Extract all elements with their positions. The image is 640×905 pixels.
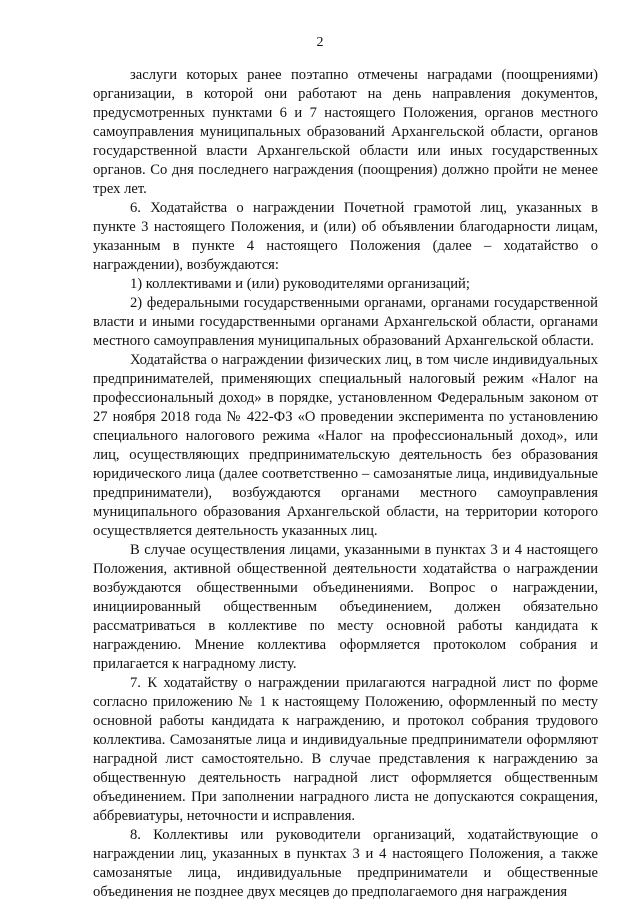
paragraph-subitem-2: 2) федеральными государственными органами, органами государственной власти и иными государственными органами Архангельской области, органами местного самоуправления муниципальных образований Архангельской области. (93, 295, 598, 349)
paragraph-item-7: 7. К ходатайству о награждении прилагаются наградной лист по форме согласно приложению № 1 к настоящему Положению, оформленный по месту основной работы кандидата к награждению, и протокол собрания трудового коллектива. Самозанятые лица и индивидуальные предприниматели оформляют наградной лист самостоятельно. В случае представления к награждению за общественную деятельность наградной лист оформляется общественным объединением. При заполнении наградного листа не допускаются сокращения, аббревиатуры, неточности и исправления. (93, 675, 598, 824)
paragraph-subitem-1: 1) коллективами и (или) руководителями организаций; (130, 276, 470, 292)
paragraph-public-associations: В случае осуществления лицами, указанными в пунктах 3 и 4 настоящего Положения, активной общественной деятельности ходатайства о награждении возбуждаются общественными объединениями. Вопрос о награждении, инициированный общественным объединением, должен обязательно рассматриваться в коллективе по месту основной работы кандидата к награждению. Мнение коллектива оформляется протоколом собрания и прилагается к наградному листу. (93, 542, 598, 672)
paragraph-item-8: 8. Коллективы или руководители организаций, ходатайствующие о награждении лиц, указанных в пунктах 3 и 4 настоящего Положения, а также самозанятые лица, индивидуальные предприниматели и общественные объединения не позднее двух месяцев до предполагаемого дня награждения (93, 827, 598, 900)
document-body (93, 66, 598, 902)
paragraph-continuation: заслуги которых ранее поэтапно отмечены наградами (поощрениями) организации, в которой они работают на день направления документов, предусмотренных пунктами 6 и 7 настоящего Положения, органов местного самоуправления муниципальных образований Архангельской области, органов государственной власти Архангельской области или иных государственных органов. Со дня последнего награждения (поощрения) должно пройти не менее трех лет. (93, 67, 598, 197)
paragraph-item-6: 6. Ходатайства о награждении Почетной грамотой лиц, указанных в пункте 3 настоящего Положения, и (или) об объявлении благодарности лицам, указанным в пункте 4 настоящего Положения (далее – ходатайство о награждении), возбуждаются: (93, 200, 598, 273)
paragraph-individuals: Ходатайства о награждении физических лиц, в том числе индивидуальных предпринимателей, применяющих специальный налоговый режим «Налог на профессиональный доход» в порядке, установленном Федеральным законом от 27 ноября 2018 года № 422-ФЗ «О проведении эксперимента по установлению специального налогового режима «Налог на профессиональный доход», или лиц, осуществляющих предпринимательскую деятельность без образования юридического лица (далее соответственно – самозанятые лица, индивидуальные предприниматели), возбуждаются органами местного самоуправления муниципального образования Архангельской области, на территории которого осуществляется деятельность указанных лиц. (93, 352, 598, 539)
page-number: 2 (316, 35, 324, 50)
